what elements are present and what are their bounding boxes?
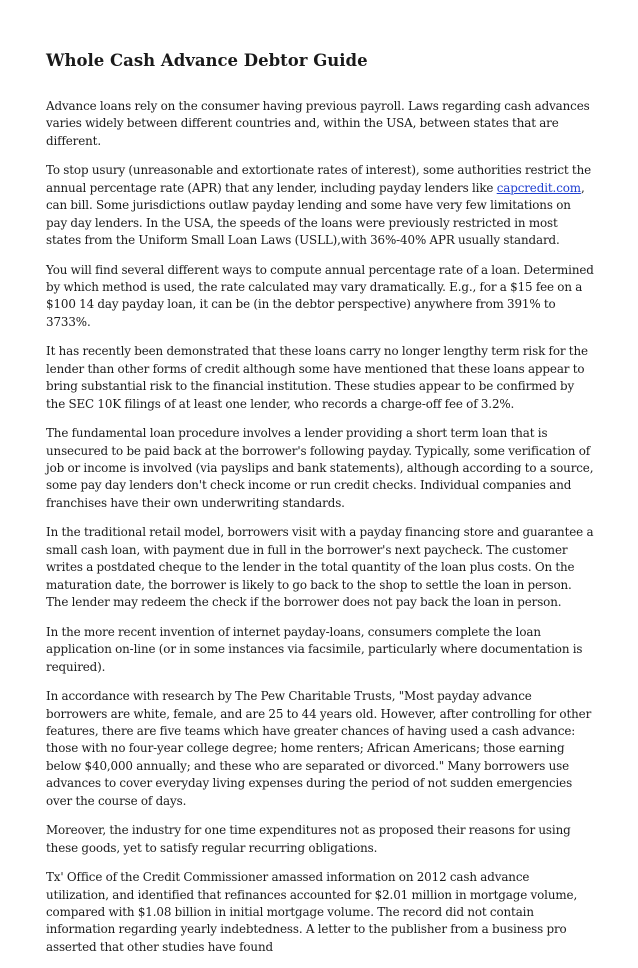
- paragraph-1: Advance loans rely on the consumer having previous payroll. Laws regarding cash advances varies widely between different countries and, within the USA, between states that are different.: [46, 99, 590, 148]
- paragraph-6: In the traditional retail model, borrowers visit with a payday financing store and guarantee a small cash loan, with payment due in full in the borrower's next paycheck. The customer writes a postdated cheque to the lender in the total quantity of the loan plus costs. On the maturation date, the borrower is likely to go back to the shop to settle the loan in person. The lender may redeem the check if the borrower does not pay back the loan in person.: [46, 525, 594, 610]
- paragraph-4: It has recently been demonstrated that these loans carry no longer lengthy term risk for the lender than other forms of credit although some have mentioned that these loans appear to bring substantial risk to the financial institution. These studies appear to be confirmed by the SEC 10K filings of at least one lender, who records a charge-off fee of 3.2%.: [46, 344, 588, 411]
- paragraph-2-text-after: , can bill. Some jurisdictions outlaw payday lending and some have very few limitations on pay day lenders. In the USA, the speeds of the loans were previously restricted in most states from the Uniform Small Loan Laws (USLL),with 36%-40% APR usually standard.: [46, 180, 585, 248]
- document-page: [46, 50, 594, 968]
- paragraph-3: You will find several different ways to compute annual percentage rate of a loan. Determined by which method is used, the rate calculated may vary dramatically. E.g., for a $15 fee on a $100 14 day payday loan, it can be (in the debtor perspective) anywhere from 391% to 3733%.: [46, 262, 594, 329]
- document-title: Whole Cash Advance Debtor Guide: [46, 51, 368, 70]
- paragraph-10: Tx' Office of the Credit Commissioner amassed information on 2012 cash advance utilization, and identified that refinances accounted for $2.01 million in mortgage volume, compared with $1.08 billion in initial mortgage volume. The record did not contain information regarding yearly indebtedness. A letter to the publisher from a business pro asserted that other studies have found: [46, 870, 578, 954]
- paragraph-9: Moreover, the industry for one time expenditures not as proposed their reasons for using these goods, yet to satisfy regular recurring obligations.: [46, 823, 571, 855]
- paragraph-5: The fundamental loan procedure involves a lender providing a short term loan that is unsecured to be paid back at the borrower's following payday. Typically, some verification of job or income is involved (via payslips and bank statements), although according to a source, some pay day lenders don't check income or run credit checks. Individual companies and franchises have their own underwriting standards.: [46, 426, 594, 510]
- paragraph-2: [46, 162, 594, 249]
- paragraph-7: In the more recent invention of internet payday-loans, consumers complete the loan application on-line (or in some instances via facsimile, particularly where documentation is required).: [46, 624, 583, 674]
- capcredit-link[interactable]: capcredit.com: [496, 180, 581, 195]
- paragraph-2-text-before: To stop usury (unreasonable and extortionate rates of interest), some authorities restrict the annual percentage rate (APR) that any lender, including payday lenders like: [46, 163, 592, 195]
- paragraph-8: In accordance with research by The Pew Charitable Trusts, "Most payday advance borrowers are white, female, and are 25 to 44 years old. However, after controlling for other features, there are five teams which have greater chances of having used a cash advance: those with no four-year college degree; home renters; African Americans; those earning below $40,000 annually; and these who are separated or divorced." Many borrowers use advances to cover everyday living expenses during the period of not sudden emergencies over the course of days.: [46, 689, 592, 808]
